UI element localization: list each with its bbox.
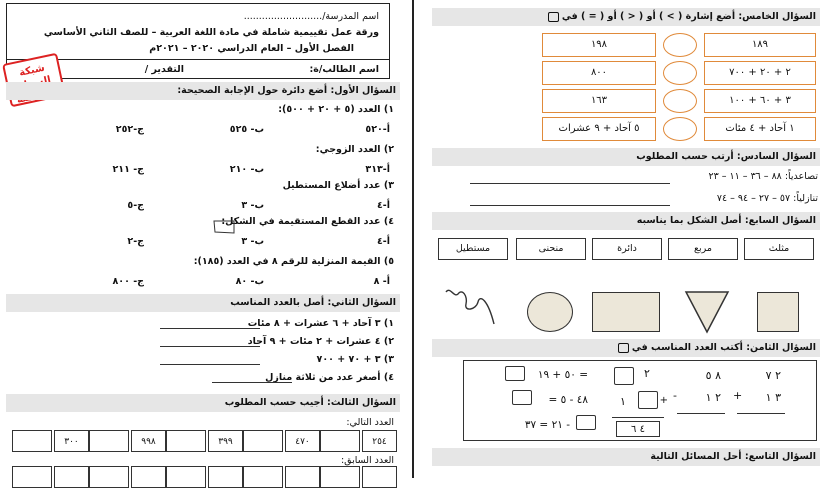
header-divider (6, 59, 390, 60)
q2-answer-line[interactable] (160, 328, 260, 329)
q3-given-number: ٢٥٤ (362, 430, 397, 452)
q3-answer-cell[interactable] (243, 430, 283, 452)
q1-choice-a[interactable]: أ- ٨ (373, 276, 390, 287)
q8-col3-box-b[interactable] (638, 391, 658, 409)
q1-question: ٥) القيمة المنزلية للرقم ٨ في العدد (١٨٥): (193, 256, 394, 267)
q3-prev-answer-cell[interactable] (166, 466, 206, 488)
q3-prev-answer-cell[interactable] (89, 466, 129, 488)
school-name: اسم المدرسة/.......................... (243, 11, 379, 22)
next-number-label: العدد التالي: (346, 417, 394, 428)
q1-choice-b[interactable]: ب- ٢١٠ (229, 164, 264, 175)
q3-prev-number-cell[interactable] (285, 466, 320, 488)
q7-title: السؤال السابع: أصل الشكل بما يناسبه (432, 212, 820, 230)
q5-right-box: ١٦٣ (542, 89, 656, 113)
q8-title (432, 339, 820, 357)
q3-prev-number-cell[interactable] (362, 466, 397, 488)
q5-answer-oval[interactable] (663, 61, 697, 85)
q2-answer-line[interactable] (160, 364, 260, 365)
ascending-text: تصاعدياً: ٨٨ – ٣٦ – ١١ – ٢٣ (708, 171, 818, 182)
worksheet-title: ورقة عمل تقييمية شاملة في مادة اللغة العربية – للصف الثاني الأساسي (43, 27, 379, 38)
q8-eq2-box[interactable] (512, 390, 532, 405)
q3-answer-cell[interactable] (166, 430, 206, 452)
q8-eq1-box[interactable] (505, 366, 525, 381)
q5-title (432, 8, 820, 26)
shape-figure-icon (212, 219, 236, 235)
q8-col3-box-a[interactable] (614, 367, 634, 385)
q7-shape-label[interactable]: مستطيل (438, 238, 508, 260)
q1-choice-b[interactable]: ب- ٨٠ (235, 276, 264, 287)
q5-answer-oval[interactable] (663, 33, 697, 57)
q8-eq1: = ٥٠ + ١٩ (537, 369, 588, 381)
grade-label: التقدير / (144, 64, 184, 75)
q2-item: ١) ٣ آحاد + ٦ عشرات + ٨ مئات (247, 318, 394, 329)
q8-col2-op: - (673, 389, 677, 402)
q1-choice-b[interactable]: ب- ٥٢٥ (229, 124, 264, 135)
q5-right-box: ١٩٨ (542, 33, 656, 57)
q1-question: ٣) عدد أضلاع المستطيل (282, 180, 394, 191)
term-text: الفصل الأول – العام الدراسي ٢٠٢٠ – ٢٠٢١م (149, 43, 354, 54)
q8-col3 (610, 363, 666, 439)
q8-eq3: - ٢١ = ٣٧ (524, 419, 570, 431)
q1-choice-c[interactable]: ج- ٢١١ (112, 164, 144, 175)
q7-shape-label[interactable]: منحنى (516, 238, 586, 260)
q3-prev-answer-cell[interactable] (243, 466, 283, 488)
q1-question: ٤) عدد القطع المستقيمة في الشكل: (221, 216, 394, 227)
q1-choice-a[interactable]: أ-٤ (376, 200, 390, 211)
stamp-text: شبكة (18, 62, 46, 79)
q3-title: السؤال الثالث: أجيب حسب المطلوب (6, 394, 400, 412)
q8-col2-top: ٨ ٥ (705, 369, 721, 382)
q1-choice-c[interactable]: ج-٢٥٢ (115, 124, 144, 135)
square-shape-icon (757, 292, 799, 332)
q1-choice-a[interactable]: أ-٥٢٠ (365, 124, 390, 135)
q8-col1-op: + (733, 389, 743, 402)
q8-col2-bar (677, 413, 725, 414)
q6-title: السؤال السادس: أرتب حسب المطلوب (432, 148, 820, 166)
prev-number-label: العدد السابق: (340, 455, 394, 466)
q3-given-number: ٤٧٠ (285, 430, 320, 452)
q1-title: السؤال الأول: أضع دائرة حول الإجابة الصحيحة: (6, 82, 400, 100)
q8-title-text: السؤال الثامن: أكتب العدد المناسب في (631, 342, 816, 353)
q8-col3-res-box (616, 421, 660, 437)
q3-answer-cell[interactable] (89, 430, 129, 452)
q3-answer-cell[interactable] (320, 430, 360, 452)
q1-question: ١) العدد (٥ + ٢٠ + ٥٠٠): (278, 104, 394, 115)
curve-shape-icon (440, 284, 500, 330)
q2-item: ٤) أصغر عدد من ثلاثة منازل (265, 372, 394, 383)
q5-answer-oval[interactable] (663, 117, 697, 141)
q9-title: السؤال التاسع: أحل المسائل التالية (432, 448, 820, 466)
square-icon (618, 343, 629, 353)
q1-choice-c[interactable]: ج- ٨٠٠ (112, 276, 144, 287)
q5-left-box: ١٨٩ (704, 33, 816, 57)
q8-eq3-box[interactable] (576, 415, 596, 430)
descending-answer-line[interactable] (470, 205, 670, 206)
q3-prev-number-cell[interactable] (54, 466, 89, 488)
q3-prev-number-cell[interactable] (208, 466, 243, 488)
q3-answer-cell[interactable] (12, 430, 52, 452)
q8-col1-bar (737, 413, 785, 414)
ascending-answer-line[interactable] (470, 183, 670, 184)
q1-choice-a[interactable]: أ-٤ (376, 236, 390, 247)
q7-shape-label[interactable]: مربع (668, 238, 738, 260)
q1-choice-b[interactable]: ب- ٣ (241, 200, 264, 211)
q5-right-box: ٨٠٠ (542, 61, 656, 85)
page-divider (412, 0, 414, 478)
q8-eq2: ٤٨ - ٥ = (548, 394, 588, 406)
q8-col3-res: ٤ ٦ (631, 424, 645, 435)
q8-col1-top: ٢ ٧ (765, 369, 781, 382)
q8-col3-op: + (659, 395, 668, 406)
q7-shape-label[interactable]: مثلث (744, 238, 814, 260)
q3-prev-answer-cell[interactable] (320, 466, 360, 488)
q2-item: ٢) ٤ عشرات + ٢ مئات + ٩ آحاد (247, 336, 394, 347)
q1-choice-c[interactable]: ج-٢ (127, 236, 144, 247)
q1-choice-b[interactable]: ب- ٣ (241, 236, 264, 247)
q8-col2 (673, 363, 727, 437)
q5-right-box: ٥ آحاد + ٩ عشرات (542, 117, 656, 141)
q5-left-box: ٣ + ٦٠ + ١٠٠ (704, 89, 816, 113)
student-name-label: اسم الطالب/ة: (309, 64, 379, 75)
q3-given-number: ٣٩٩ (208, 430, 243, 452)
q7-shape-label[interactable]: دائرة (592, 238, 662, 260)
q3-prev-answer-cell[interactable] (12, 466, 52, 488)
q3-prev-number-cell[interactable] (131, 466, 166, 488)
q8-col3-top: ٢ (644, 367, 650, 380)
triangle-shape-icon (684, 290, 730, 334)
q8-col2-mid: ٢ ١ (705, 391, 721, 404)
q1-choice-c[interactable]: ج-٥ (127, 200, 144, 211)
q5-left-box: ١ آحاد + ٤ مئات (704, 117, 816, 141)
descending-text: تنازلياً: ٥٧ – ٢٧ – ٩٤ – ٧٤ (716, 193, 818, 204)
q3-given-number: ٣٠٠ (54, 430, 89, 452)
q2-answer-line[interactable] (160, 346, 260, 347)
circle-shape-icon (527, 292, 573, 332)
q8-col1 (733, 363, 787, 437)
q8-col1-mid: ٣ ١ (765, 391, 781, 404)
q1-choice-a[interactable]: أ-٣١٣ (365, 164, 390, 175)
q5-left-box: ٢ + ٢٠ + ٧٠٠ (704, 61, 816, 85)
q2-item: ٣) ٣ + ٧٠ + ٧٠٠ (316, 354, 394, 365)
q5-title-text: السؤال الخامس: أضع إشارة ( > ) أو ( < ) أو ( = ) في (561, 11, 816, 22)
q2-title: السؤال الثاني: أصل بالعدد المناسب (6, 294, 400, 312)
square-icon (548, 12, 559, 22)
q8-col3-mid: ١ (620, 395, 626, 408)
q5-answer-oval[interactable] (663, 89, 697, 113)
q2-answer-line[interactable] (212, 382, 292, 383)
rectangle-shape-icon (592, 292, 660, 332)
q8-col3-bar (612, 417, 664, 418)
q1-question: ٢) العدد الزوجي: (315, 144, 394, 155)
q3-given-number: ٩٩٨ (131, 430, 166, 452)
